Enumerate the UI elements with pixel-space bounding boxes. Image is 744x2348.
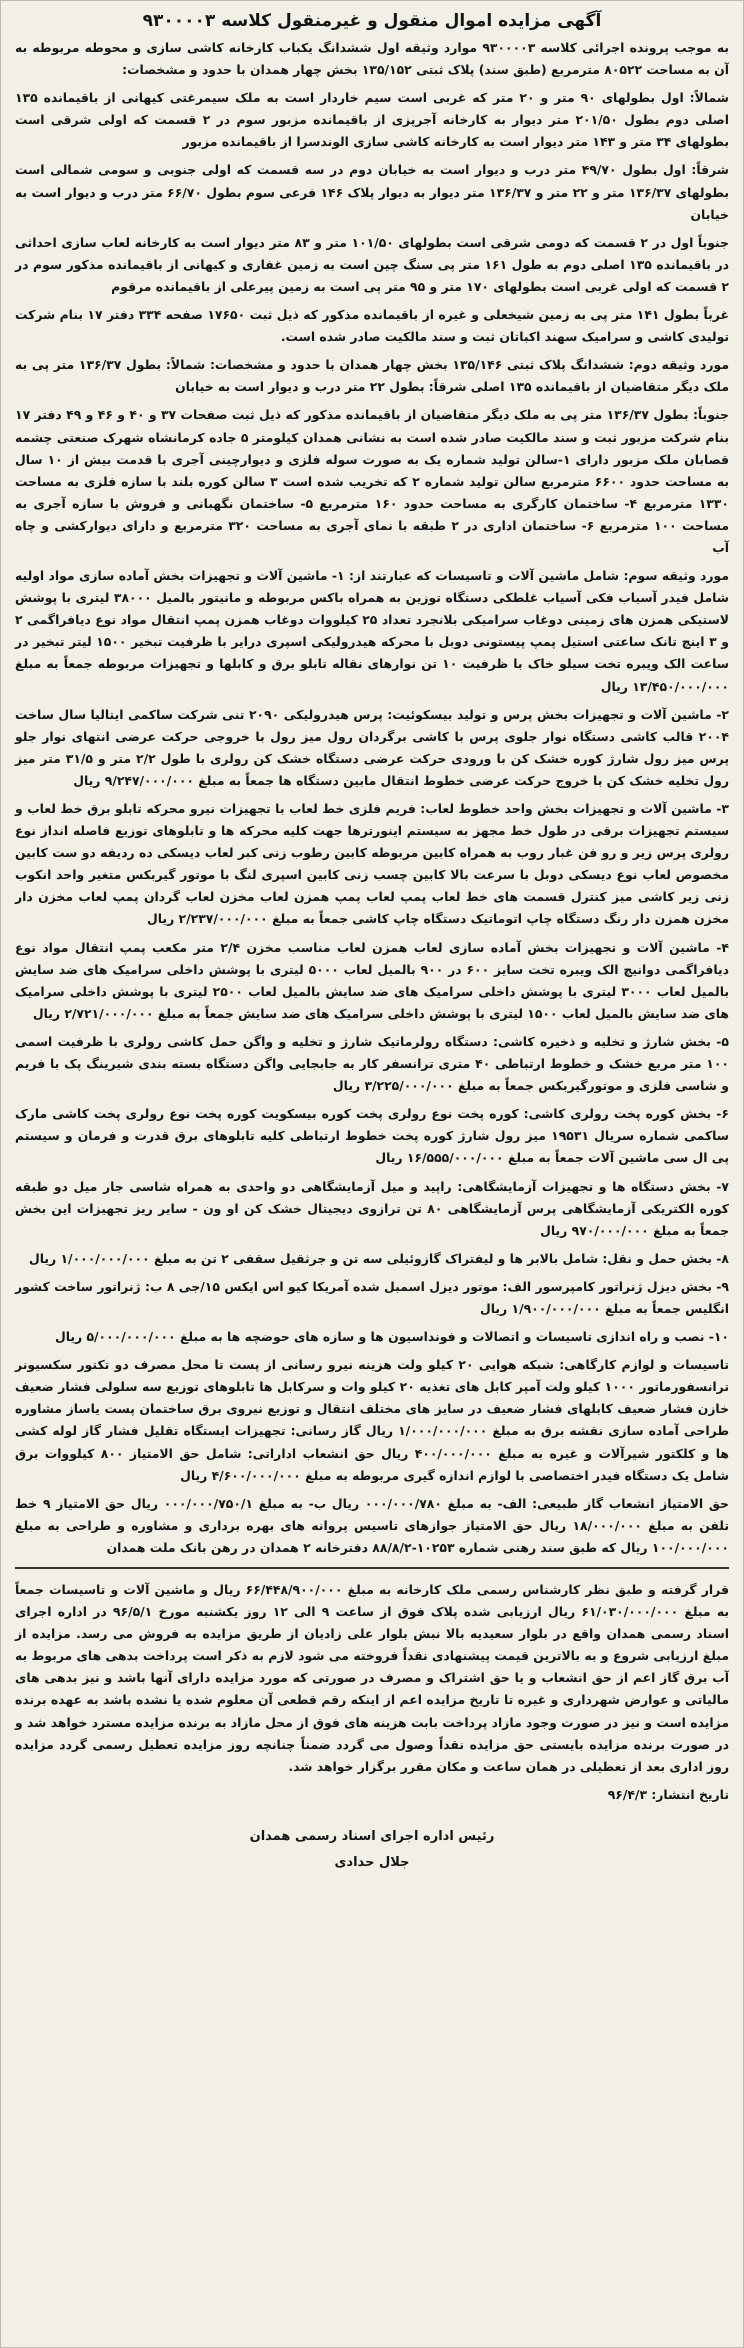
facilities-paragraph: تاسیسات و لوازم کارگاهی: شبکه هوایی ۲۰ کیلو ولت هزینه نیرو رسانی از پست تا محل مصرف دو تکتور سکسیونر ترانسفورماتور ۱۰۰۰ کیلو ولت آمپر کابل های تغذیه ۲۰ کیلو وات و سرکابل ها تابلوهای توزیع سه سلولی فشار ضعیف خازن فشار ضعیف کابلهای فشار ضعیف در سایز های مختلف انتقال و توزیع نیروی برق ساختمان پست یاساز مشاوره طراحی آماده سازی نقشه برق به مبلغ ۱/۰۰۰/۰۰۰/۰۰۰ ریال گاز رسانی: تجهیزات ایستگاه تقلیل فشار گاز لوله کشی ها و کلکتور شیرآلات و غیره به مبلغ ۴۰۰/۰۰۰/۰۰۰ ریال حق انشعاب اداراتی: شامل حق الامتیاز ۸۰۰ کیلووات برق شامل یک دستگاه فیدر اختصاصی با لوازم اندازه گیری مربوطه به مبلغ ۴/۶۰۰/۰۰۰/۰۰۰ ریال: [15, 1357, 730, 1483]
west-boundary: غرباً بطول ۱۴۱ متر پی به زمین شیخعلی و غیره از باقیمانده مذکور که ذیل ثبت ۱۷۶۵۰ صفحه ۳۳۴ دفتر ۱۷ بنام شرکت تولیدی کاشی و سرامیک سهند اکباتان ثبت و سند مالکیت صادر شده است.: [15, 307, 729, 345]
publish-date: تاریخ انتشار: ۹۶/۴/۳: [607, 1786, 729, 1802]
item-4-glaze-prep: ۴- ماشین آلات و تجهیزات بخش آماده سازی لعاب همزن لعاب مناسب مخزن ۲/۴ متر مکعب پمپ انتقال مواد نوع دیافراگمی دوانیچ الک ویبره تخت سایز ۶۰۰ در ۹۰۰ بالمیل لعاب ۵۰۰۰ لیتری با پوشش داخلی سرامیک های ضد سایش بالمیل لعاب ۳۰۰۰ لیتری با پوشش داخلی سرامیک های ضد سایش بالمیل لعاب ۲۵۰۰ لیتری با پوشش داخلی سرامیک های ضد سایش بالمیل لعاب ۱۵۰۰ لیتری با پوشش داخلی سرامیک های ضد سایش جمعاً به مبلغ ۲/۷۲۱/۰۰۰/۰۰۰ ریال: [15, 939, 730, 1021]
second-collateral-details: جنوباً: بطول ۱۳۶/۳۷ متر پی به ملک دیگر متقاضیان از باقیمانده مذکور که ذیل ثبت صفحات ۳۷ و ۴۰ و ۴۶ و ۴۹ دفتر ۱۷ بنام شرکت مزبور ثبت و سند مالکیت صادر شده است به نشانی همدان کیلومتر ۵ جاده کرمانشاه شهرک صنعتی چشمه قصابان ملک مزبور دارای ۱-سالن تولید شماره یک به صورت سوله فلزی و دیوارچینی آجری با قدمت بیش از ۱۰ سال به مساحت حدود ۶۶۰۰ مترمربع سالن تولید شماره ۲ که تخریب شده است ۳ سالن کوره بلند با سازه فلزی به مساحت ۱۳۳۰ مترمربع ۴- ساختمان کارگری به مساحت حدود ۱۶۰ مترمربع ۵- ساختمان نگهبانی و فروش با سازه آجری به مساحت ۱۰۰ مترمربع ۶- ساختمان اداری در ۲ طبقه با نمای آجری به مساحت ۳۲۰ مترمربع و دارای دیوارکشی و چاه آب: [15, 407, 730, 555]
item-9-generator: ۹- بخش دیزل ژنراتور کامپرسور الف: موتور دیزل اسمبل شده آمریکا کیو اس ایکس ۱۵/جی ۸ ب: ژنراتور ساخت کشور انگلیس جمعاً به مبلغ ۱/۹۰۰/۰۰۰/۰۰۰ ریال: [15, 1278, 729, 1316]
item-10-installation: ۱۰- نصب و راه اندازی تاسیسات و اتصالات و فونداسیون ها و سازه های حوضچه ها به مبلغ ۵/۰۰۰/۰۰۰/۰۰۰ ریال: [54, 1329, 729, 1345]
north-boundary: شمالاً: اول بطولهای ۹۰ متر و ۲۰ متر که غربی است سیم خاردار است به ملک سیمرغتی کیهانی از باقیمانده ۱۳۵ اصلی دوم بطول ۲۰۱/۵۰ متر دیوار به کارخانه آجرپزی از باقیمانده مزبور سوم در ۲ قسمت که اولی شرقی است بطولهای ۳۴ متر و ۱۴۳ متر دیوار است به کارخانه کاشی سازی الوندسرا از باقیمانده مزبور: [15, 90, 729, 150]
section-divider: [15, 1567, 729, 1569]
item-6-kiln: ۶- بخش کوره پخت رولری کاشی: کوره پخت نوع رولری پخت کوره بیسکویت کوره پخت نوع رولری پخت کاشی مارک ساکمی شماره سریال ۱۹۵۳۱ میز رول شارژ کوره پخت خطوط ارتباطی کلیه تابلوهای برق قدرت و فرمان و سیستم پی ال سی ماشین آلات جمعاً به مبلغ ۱۶/۵۵۵/۰۰۰/۰۰۰ ریال: [15, 1106, 729, 1166]
item-8-transport: ۸- بخش حمل و نقل: شامل بالابر ها و لیفتراک گازوئیلی سه تن و جرثقیل سقفی ۲ تن به مبلغ ۱/۰۰۰/۰۰۰/۰۰۰ ریال: [28, 1250, 729, 1266]
notice-closing: [1, 1579, 743, 1806]
signature-office: رئیس اداره اجرای اسناد رسمی همدان: [249, 1828, 495, 1844]
south-boundary: جنوباً اول در ۲ قسمت که دومی شرقی است بطولهای ۱۰۱/۵۰ متر و ۸۳ متر دیوار است به کارخانه لعاب سازی احداثی در باقیمانده ۱۳۵ اصلی دوم به طول ۱۶۱ متر پی سنگ چین است به زمین غفاری و کیهانی از باقیمانده مذکور سوم در ۲ قسمت که اولی غربی است بطولهای ۱۷۰ متر و ۹۵ متر پی است به زمین پیرعلی از باقیمانده مرقوم: [15, 234, 729, 294]
item-5-loading: ۵- بخش شارژ و تخلیه و ذخیره کاشی: دستگاه رولرماتیک شارژ و تخلیه و واگن حمل کاشی رولری با ظرفیت اسمی ۱۰۰ متر مربع خشک و خطوط ارتباطی ۴۰ متری ترانسفر کار به جابجایی واگن دستگاه بسته بندی شیرینگ پک با فریم و شاسی فلزی و موتورگیربکس جمعاً به مبلغ ۳/۲۲۵/۰۰۰/۰۰۰ ریال: [15, 1033, 729, 1094]
notice-title: آگهی مزایده اموال منقول و غیرمنقول کلاسه ۹۳۰۰۰۰۳: [142, 11, 602, 31]
gas-license-paragraph: حق الامتیاز انشعاب گاز طبیعی: الف- به مبلغ ۰۰۰/۰۰۰/۷۸۰ ریال ب- به مبلغ ۰۰۰/۰۰۰/۷۵۰/۱ ریال حق الامتیاز ۹ خط تلفن به مبلغ ۱۸/۰۰۰/۰۰۰ ریال حق الامتیاز جوازهای تاسیس پروانه های بهره برداری و مشاوره و طراحی به مبلغ ۱۰۰/۰۰۰/۰۰۰ ریال که طبق سند رهنی شماره ۱۰۲۵۳-۸۸/۸/۲ دفترخانه ۲ همدان در رهن بانک ملت همدان: [15, 1495, 729, 1555]
third-collateral-item-1: مورد وثیقه سوم: شامل ماشین آلات و تاسیسات که عبارتند از: ۱- ماشین آلات و تجهیزات بخش آماده سازی مواد اولیه شامل فیدر آسیاب فکی آسیاب غلطکی دستگاه توزین به همراه باکس مربوطه و مانیتور بالمیل ۳۸۰۰۰ لیتری با پوشش لاستیکی همزن های زمینی دوغاب سرامیکی بلانجرد تعداد ۲۵ کیلووات دوغاب همزن پمپ انتقال مواد نوع دیافراگمی ۲ و ۳ اینچ تانک ساعتی استیل پمپ پیستونی دوبل با محرکه هیدرولیکی اسپری درایر با ظرفیت تبخیر ۱۵۰۰ لیتر تبخیر در ساعت الک ویبره تخت سیلو خاک با ظرفیت ۱۰ تن نوارهای نقاله تابلو برق و کابلها و تجهیزات مربوطه جمعاً به مبلغ ۱۳/۴۵۰/۰۰۰/۰۰۰ ریال: [15, 568, 729, 694]
signature-name: جلال حدادی: [334, 1854, 410, 1870]
second-collateral: مورد وثیقه دوم: ششدانگ پلاک ثبتی ۱۳۵/۱۴۶ بخش چهار همدان با حدود و مشخصات: شمالاً: بطول ۱۳۶/۳۷ متر پی به ملک دیگر متقاضیان از باقیمانده ۱۳۵ اصلی شرقاً: بطول ۲۲ متر درب و دیوار است به خیابان: [15, 357, 729, 395]
closing-paragraph: قرار گرفته و طبق نظر کارشناس رسمی ملک کارخانه به مبلغ ۶۶/۴۴۸/۹۰۰/۰۰۰ ریال و ماشین آلات و تاسیسات جمعاً به مبلغ ۶۱/۰۳۰/۰۰۰/۰۰۰ ریال ارزیابی شده پلاک فوق از ساعت ۹ الی ۱۲ روز یکشنبه مورخ ۹۶/۵/۱ در اداره اجرای اسناد رسمی همدان واقع در بلوار سعیدیه بالا نبش بلوار علی زادیان از طریق مزایده به فروش می رسد. مزایده از مبلغ ارزیابی شروع و به بالاترین قیمت پیشنهادی نقداً فروخته می شود لازم به ذکر است پرداخت بدهی های مربوط به آب برق گاز اعم از حق انشعاب و یا حق اشتراک و مصرف در صورتی که مورد مزایده دارای آنها باشد و نیز بدهی های مالیاتی و عوارض شهرداری و غیره تا تاریخ مزایده اعم از اینکه رقم قطعی آن معلوم شده یا نشده باشد به عهده برنده مزایده است و نیز در صورت وجود مازاد پرداخت بابت هزینه های فوق از محل مازاد به برنده مزایده مسترد خواهد شد و در صورت برنده مزایده بایستی حق مزایده نقداً وصول می گردد ضمناً چنانچه روز مزایده تعطیل رسمی گردد مزایده روز اداری بعد از تعطیلی در همان ساعت و مکان مقرر برگزار خواهد شد.: [15, 1582, 729, 1774]
intro-paragraph: به موجب پرونده اجرائی کلاسه ۹۳۰۰۰۰۳ موارد وثیقه اول ششدانگ یکباب کارخانه کاشی سازی و محوطه مربوطه به آن به مساحت ۸۰۵۲۲ مترمربع (طبق سند) پلاک ثبتی ۱۳۵/۱۵۲ بخش چهار همدان با حدود و مشخصات:: [15, 40, 729, 78]
signature-block: [1, 1812, 743, 1874]
east-boundary: شرقاً: اول بطول ۴۹/۷۰ متر درب و دیوار است به خیابان دوم در سه قسمت که اولی جنوبی و سومی شمالی است بطولهای ۱۳۶/۳۷ متر و ۲۲ متر و ۱۳۶/۳۷ متر دیوار به دیوار پلاک ۱۴۶ فرعی سوم بطول ۶۶/۷۰ متر درب و دیوار است به خیابان: [15, 162, 729, 222]
item-3-glaze-lines: ۳- ماشین آلات و تجهیزات بخش واحد خطوط لعاب: فریم فلزی خط لعاب با تجهیزات نیرو محرکه تابلو برق خط لعاب و سیستم تجهیزات برقی در طول خط مجهز به سیستم اینورترها جهت کلیه محرکه ها و تابلوهای توزیع فاصله انداز نوع رولری پرس زیر و رو فن غبار روب به همراه کابین مربوطه کابین رطوب زنی کبر لعاب دیسکی ده ردیفه دو ست کابین مخصوص لعاب نوع دیسکی دوبل با سرعت بالا کابین چسب زنی کابین اسپری لنگ با موتور گیربکس متغیر واحد انکوب زنی زیر کاشی میز کنترل قسمت های خط لعاب پمپ لعاب پمپ همزن لعاب مخزن لعاب گردان پمپ لعاب مخزن دار مخزن همزن دار رنگ دستگاه چاپ اتوماتیک دستگاه چاپ کاشی جمعاً به مبلغ ۲/۲۳۷/۰۰۰/۰۰۰ ریال: [15, 801, 729, 927]
item-2-press: ۲- ماشین آلات و تجهیزات بخش پرس و تولید بیسکوئیت: پرس هیدرولیکی ۲۰۹۰ تنی شرکت ساکمی ایتالیا سال ساخت ۲۰۰۴ قالب کاشی دستگاه نوار جلوی پرس با کاشی برگردان رول میز رول با خروجی حرکت عرضی انتهای نوار جلو پرس میز رول شارژ کوره خشک کن با ورودی حرکت عرضی دستگاه خشک کن رولری با طول ۲/۲ متر و ۳۱/۵ متر میز رول تخلیه خشک کن با خروج حرکت عرضی خطوط انتقال مابین دستگاه ها جمعاً به مبلغ ۹/۲۴۷/۰۰۰/۰۰۰ ریال: [15, 706, 729, 788]
item-7-lab: ۷- بخش دستگاه ها و تجهیزات آزمایشگاهی: راپید و میل آزمایشگاهی دو واحدی به همراه شاسی جار میل دو طبقه کوره الکتریکی آزمایشگاهی پرس آزمایشگاهی ۸۰ تن ترازوی دیجیتال خشک کن او ون - سایر ریز تجهیزات این بخش جمعاً به مبلغ ۹۷۰/۰۰۰/۰۰۰ ریال: [15, 1178, 729, 1238]
notice-body: [1, 37, 743, 1559]
